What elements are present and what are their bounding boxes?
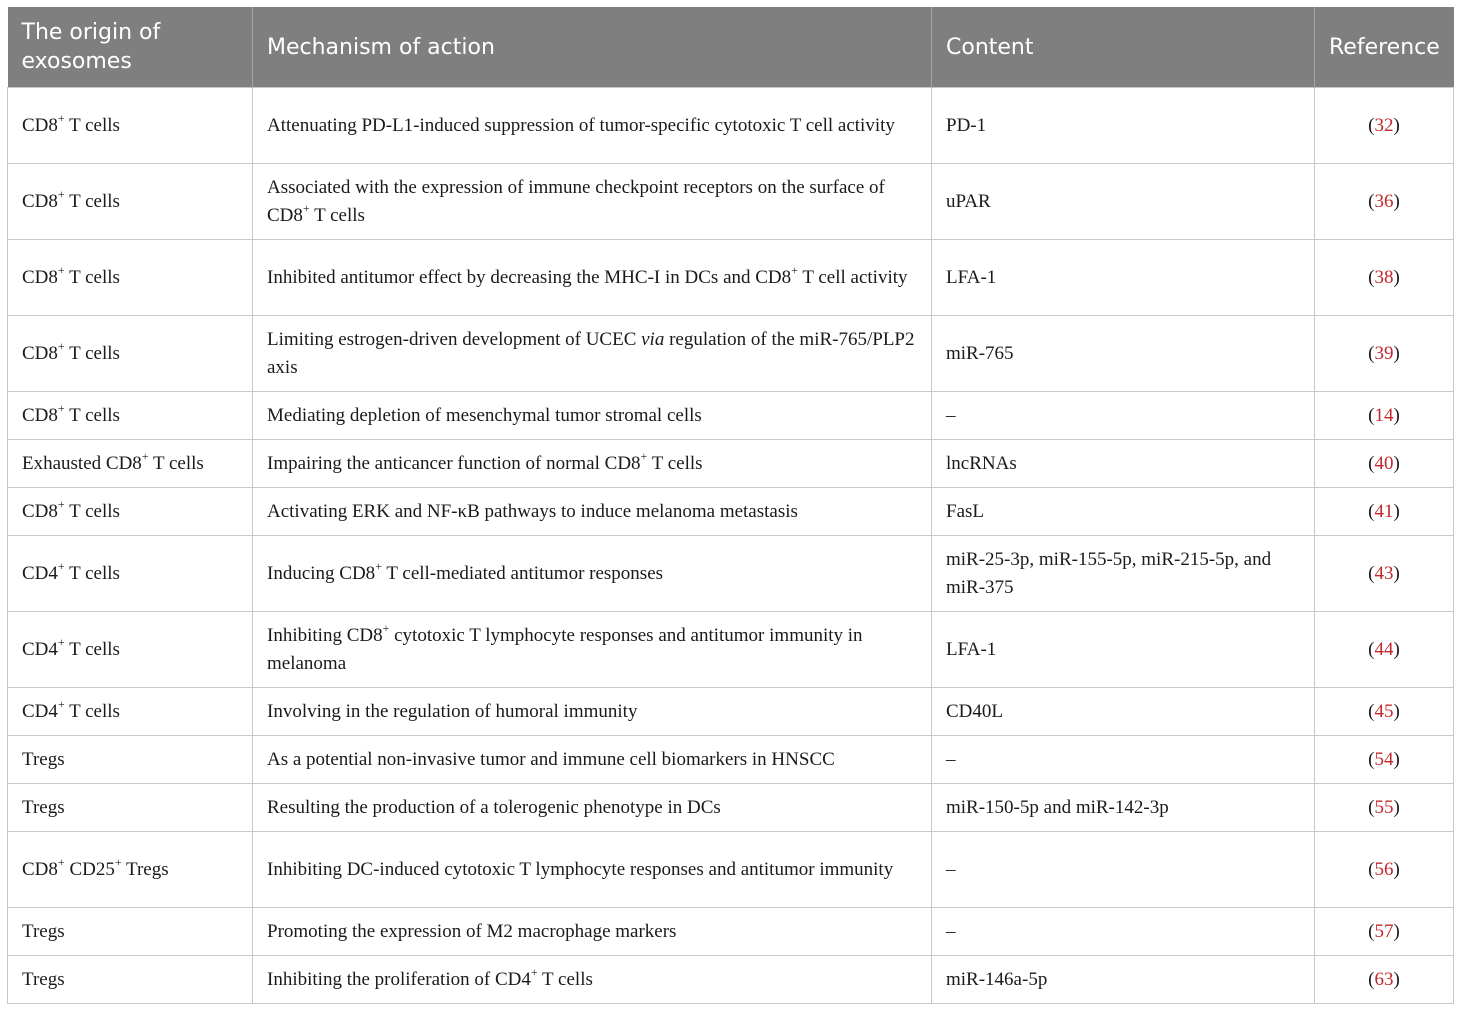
table-row — [8, 736, 1454, 784]
origin-cell: Tregs — [8, 784, 253, 832]
table-row — [8, 832, 1454, 908]
reference-link[interactable]: 45 — [1374, 700, 1394, 722]
table-header — [8, 7, 1454, 88]
table-row — [8, 164, 1454, 240]
mechanism-cell: Inhibiting DC-induced cytotoxic T lymphocyte responses and antitumor immunity — [253, 832, 932, 908]
header-reference: Reference — [1315, 7, 1454, 88]
reference-link[interactable]: 56 — [1374, 858, 1394, 880]
reference-cell: (41) — [1315, 488, 1454, 536]
reference-link[interactable]: 63 — [1374, 968, 1394, 990]
exosome-table-container — [7, 7, 1453, 1004]
reference-link[interactable]: 57 — [1374, 920, 1394, 942]
table-row — [8, 612, 1454, 688]
reference-cell: (45) — [1315, 688, 1454, 736]
table-row — [8, 956, 1454, 1004]
mechanism-cell: Attenuating PD-L1-induced suppression of tumor-specific cytotoxic T cell activity — [253, 88, 932, 164]
content-cell: – — [932, 392, 1315, 440]
table-row — [8, 536, 1454, 612]
origin-cell: CD4+ T cells — [8, 536, 253, 612]
table-row — [8, 908, 1454, 956]
mechanism-cell: As a potential non-invasive tumor and immune cell biomarkers in HNSCC — [253, 736, 932, 784]
reference-cell: (56) — [1315, 832, 1454, 908]
reference-link[interactable]: 36 — [1374, 190, 1394, 212]
content-cell: CD40L — [932, 688, 1315, 736]
reference-cell: (63) — [1315, 956, 1454, 1004]
reference-cell: (39) — [1315, 316, 1454, 392]
reference-cell: (55) — [1315, 784, 1454, 832]
table-row — [8, 784, 1454, 832]
mechanism-cell: Mediating depletion of mesenchymal tumor stromal cells — [253, 392, 932, 440]
reference-cell: (36) — [1315, 164, 1454, 240]
reference-link[interactable]: 40 — [1374, 452, 1394, 474]
content-cell: miR-765 — [932, 316, 1315, 392]
reference-cell: (40) — [1315, 440, 1454, 488]
content-cell: miR-146a-5p — [932, 956, 1315, 1004]
reference-cell: (54) — [1315, 736, 1454, 784]
mechanism-cell: Inhibited antitumor effect by decreasing the MHC-I in DCs and CD8+ T cell activity — [253, 240, 932, 316]
content-cell: lncRNAs — [932, 440, 1315, 488]
origin-cell: CD8+ T cells — [8, 488, 253, 536]
origin-cell: Tregs — [8, 908, 253, 956]
reference-link[interactable]: 38 — [1374, 266, 1394, 288]
reference-link[interactable]: 44 — [1374, 638, 1394, 660]
content-cell: PD-1 — [932, 88, 1315, 164]
origin-cell: CD8+ CD25+ Tregs — [8, 832, 253, 908]
origin-cell: CD4+ T cells — [8, 688, 253, 736]
mechanism-cell: Inducing CD8+ T cell-mediated antitumor responses — [253, 536, 932, 612]
origin-cell: Exhausted CD8+ T cells — [8, 440, 253, 488]
origin-cell: CD8+ T cells — [8, 240, 253, 316]
mechanism-cell: Activating ERK and NF-κB pathways to induce melanoma metastasis — [253, 488, 932, 536]
reference-cell: (38) — [1315, 240, 1454, 316]
header-mechanism: Mechanism of action — [253, 7, 932, 88]
content-cell: LFA-1 — [932, 240, 1315, 316]
origin-cell: Tregs — [8, 956, 253, 1004]
table-row — [8, 688, 1454, 736]
reference-link[interactable]: 55 — [1374, 796, 1394, 818]
origin-cell: CD8+ T cells — [8, 316, 253, 392]
header-origin: The origin of exosomes — [8, 7, 253, 88]
table-body — [8, 88, 1454, 1004]
table-row — [8, 392, 1454, 440]
table-row — [8, 88, 1454, 164]
header-row — [8, 7, 1454, 88]
reference-cell: (44) — [1315, 612, 1454, 688]
reference-link[interactable]: 14 — [1374, 404, 1394, 426]
reference-cell: (43) — [1315, 536, 1454, 612]
mechanism-cell: Associated with the expression of immune checkpoint receptors on the surface of CD8+ T cells — [253, 164, 932, 240]
origin-cell: Tregs — [8, 736, 253, 784]
reference-link[interactable]: 43 — [1374, 562, 1394, 584]
origin-cell: CD8+ T cells — [8, 392, 253, 440]
table-row — [8, 316, 1454, 392]
content-cell: LFA-1 — [932, 612, 1315, 688]
mechanism-cell: Inhibiting the proliferation of CD4+ T cells — [253, 956, 932, 1004]
reference-cell: (14) — [1315, 392, 1454, 440]
reference-cell: (57) — [1315, 908, 1454, 956]
origin-cell: CD8+ T cells — [8, 164, 253, 240]
reference-link[interactable]: 54 — [1374, 748, 1394, 770]
exosome-table — [7, 7, 1454, 1004]
table-row — [8, 488, 1454, 536]
header-content: Content — [932, 7, 1315, 88]
reference-link[interactable]: 39 — [1374, 342, 1394, 364]
table-row — [8, 440, 1454, 488]
content-cell: – — [932, 832, 1315, 908]
mechanism-cell: Involving in the regulation of humoral immunity — [253, 688, 932, 736]
content-cell: FasL — [932, 488, 1315, 536]
origin-cell: CD4+ T cells — [8, 612, 253, 688]
content-cell: – — [932, 908, 1315, 956]
reference-link[interactable]: 32 — [1374, 114, 1394, 136]
mechanism-cell: Resulting the production of a tolerogenic phenotype in DCs — [253, 784, 932, 832]
table-row — [8, 240, 1454, 316]
mechanism-cell: Limiting estrogen-driven development of UCEC via regulation of the miR-765/PLP2 axis — [253, 316, 932, 392]
mechanism-cell: Promoting the expression of M2 macrophage markers — [253, 908, 932, 956]
reference-link[interactable]: 41 — [1374, 500, 1394, 522]
origin-cell: CD8+ T cells — [8, 88, 253, 164]
content-cell: miR-25-3p, miR-155-5p, miR-215-5p, and miR-375 — [932, 536, 1315, 612]
content-cell: miR-150-5p and miR-142-3p — [932, 784, 1315, 832]
content-cell: uPAR — [932, 164, 1315, 240]
mechanism-cell: Inhibiting CD8+ cytotoxic T lymphocyte responses and antitumor immunity in melanoma — [253, 612, 932, 688]
mechanism-cell: Impairing the anticancer function of normal CD8+ T cells — [253, 440, 932, 488]
reference-cell: (32) — [1315, 88, 1454, 164]
content-cell: – — [932, 736, 1315, 784]
